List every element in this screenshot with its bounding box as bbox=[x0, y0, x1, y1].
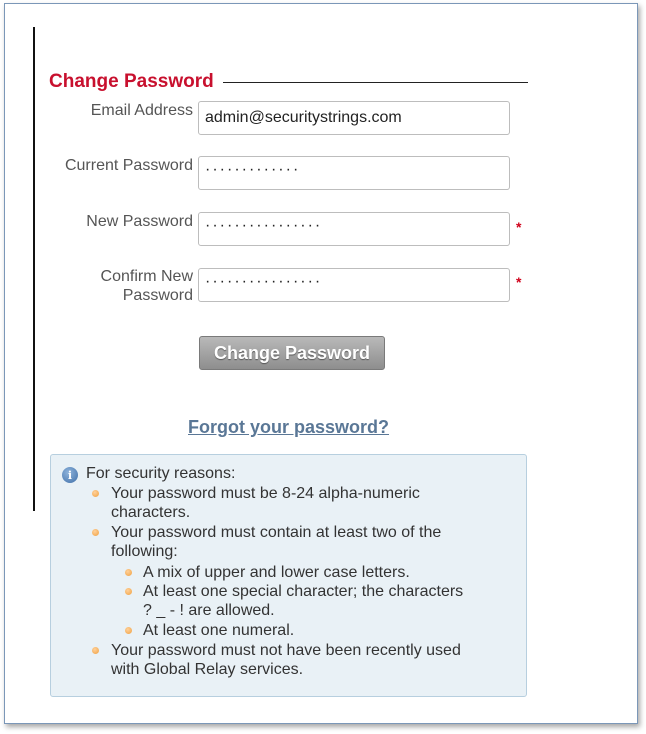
sub-rule2-line2: ? _ - ! are allowed. bbox=[143, 602, 275, 619]
forgot-password-link[interactable]: Forgot your password? bbox=[188, 417, 390, 437]
title-divider bbox=[223, 82, 528, 83]
current-password-field[interactable] bbox=[198, 156, 510, 190]
confirm-label-line2: Password bbox=[122, 287, 193, 304]
sub-rule3: At least one numeral. bbox=[143, 622, 295, 639]
new-password-label: New Password bbox=[86, 213, 193, 230]
bullet-icon bbox=[125, 588, 132, 595]
new-password-field[interactable] bbox=[198, 212, 510, 246]
bullet-icon bbox=[92, 490, 99, 497]
rule1-line2: characters. bbox=[111, 504, 191, 521]
section-title: Change Password bbox=[49, 71, 214, 92]
confirm-password-required-marker: * bbox=[516, 274, 522, 290]
sub-rule1: A mix of upper and lower case letters. bbox=[143, 564, 410, 581]
info-icon: i bbox=[62, 467, 78, 483]
confirm-label-line1: Confirm New bbox=[100, 268, 193, 285]
current-password-label: Current Password bbox=[64, 157, 193, 174]
rule2-line2: following: bbox=[111, 543, 178, 560]
email-value: admin@securitystrings.com bbox=[205, 109, 402, 126]
bullet-icon bbox=[92, 647, 99, 654]
new-password-value: ················ bbox=[205, 217, 323, 234]
rule3-line2: with Global Relay services. bbox=[111, 661, 304, 678]
confirm-password-label bbox=[33, 267, 193, 305]
confirm-password-field[interactable] bbox=[198, 268, 510, 302]
email-label: Email Address bbox=[90, 102, 193, 119]
change-password-button[interactable]: Change Password bbox=[199, 336, 385, 370]
bullet-icon bbox=[92, 529, 99, 536]
current-password-value: ············· bbox=[205, 161, 301, 178]
bullet-icon bbox=[125, 569, 132, 576]
sub-rule2-line1: At least one special character; the characters bbox=[143, 583, 464, 600]
info-intro: For security reasons: bbox=[86, 465, 236, 482]
new-password-required-marker: * bbox=[516, 219, 522, 235]
rule1-line1: Your password must be 8-24 alpha-numeric bbox=[111, 485, 420, 502]
rule3-line1: Your password must not have been recently used bbox=[111, 642, 461, 659]
bullet-icon bbox=[125, 627, 132, 634]
confirm-password-value: ················ bbox=[205, 273, 323, 290]
email-field[interactable] bbox=[198, 101, 510, 135]
rule2-line1: Your password must contain at least two of the bbox=[111, 524, 442, 541]
